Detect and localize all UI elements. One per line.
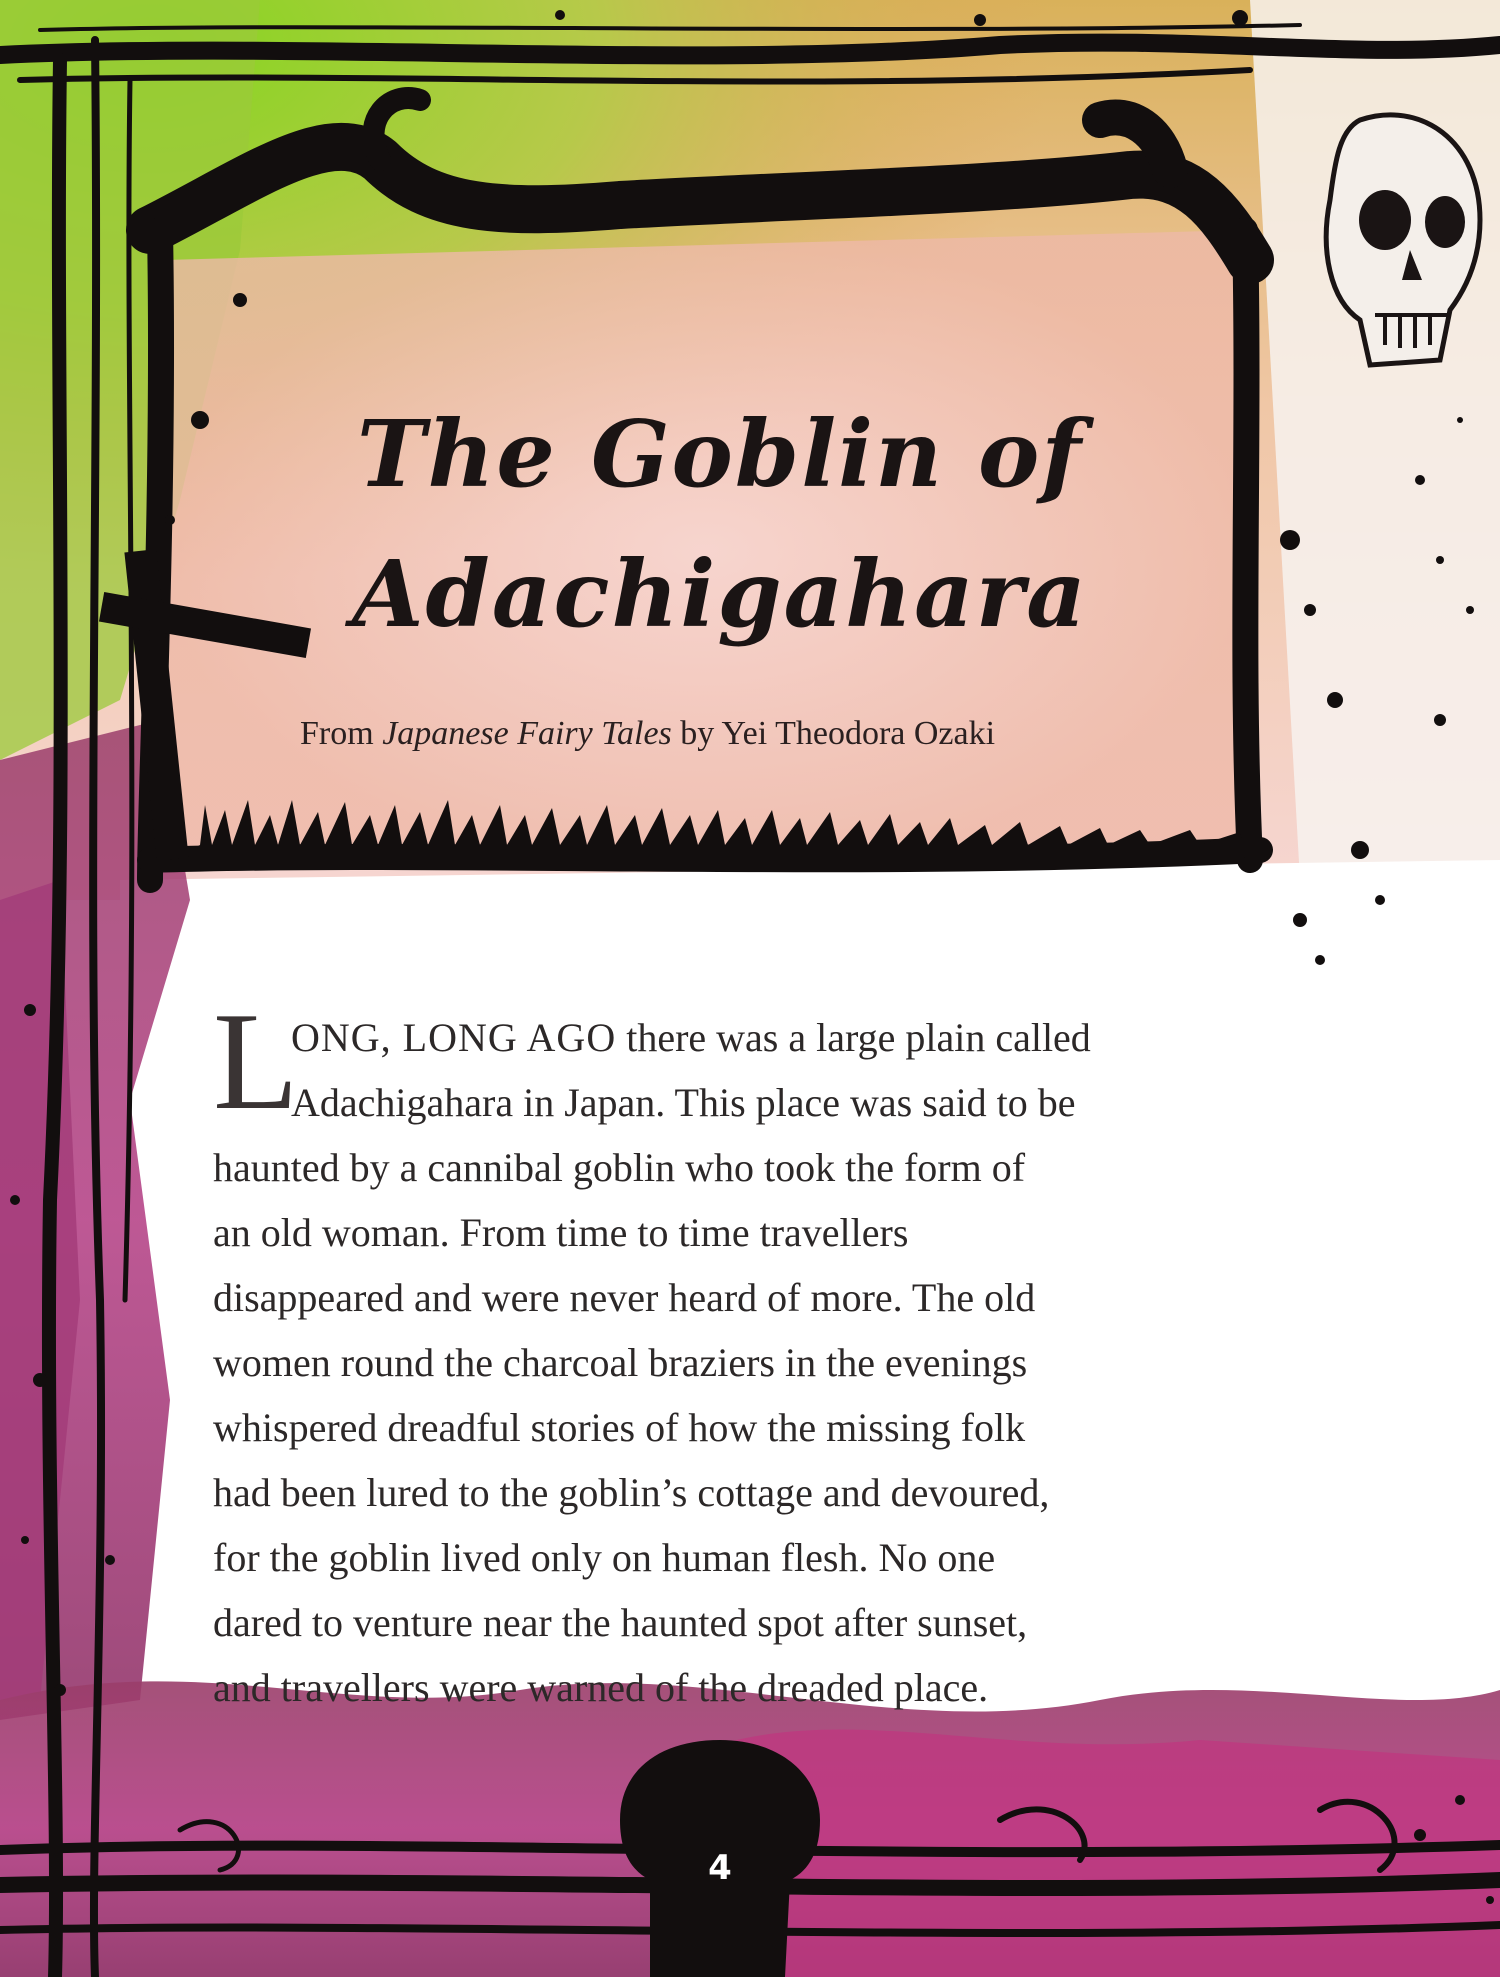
story-line-5: disappeared and were never heard of more. The old	[213, 1275, 1036, 1320]
page-title-line-1: The Goblin of	[357, 400, 1083, 508]
story-line-8: had been lured to the goblin’s cottage and devoured,	[213, 1470, 1050, 1515]
story-line-7: whispered dreadful stories of how the missing folk	[213, 1405, 1026, 1450]
story-line-3: haunted by a cannibal goblin who took the form of	[213, 1145, 1026, 1190]
story-line-1-rest: there was a large plain called	[616, 1015, 1091, 1060]
drop-cap: L	[213, 984, 299, 1139]
story-line-6: women round the charcoal braziers in the evenings	[213, 1340, 1028, 1385]
page-number: 4	[708, 1848, 732, 1888]
story-line-9: for the goblin lived only on human flesh. No one	[213, 1535, 996, 1580]
story-line-1	[213, 1005, 1213, 1070]
story-paragraph	[213, 1005, 1213, 1720]
story-line-2: Adachigahara in Japan. This place was said to be	[291, 1080, 1076, 1125]
opening-words: ONG, LONG AGO	[291, 1015, 617, 1060]
page-title-line-2: Adachigahara	[352, 540, 1088, 648]
byline-author: by Yei Theodora Ozaki	[671, 715, 996, 752]
byline-prefix: From	[300, 715, 383, 752]
book-title: Japanese Fairy Tales	[382, 715, 672, 752]
source-byline	[300, 715, 1150, 753]
story-line-10: dared to venture near the haunted spot after sunset,	[213, 1600, 1028, 1645]
story-line-11: and travellers were warned of the dreaded place.	[213, 1665, 989, 1710]
story-line-4: an old woman. From time to time travellers	[213, 1210, 909, 1255]
